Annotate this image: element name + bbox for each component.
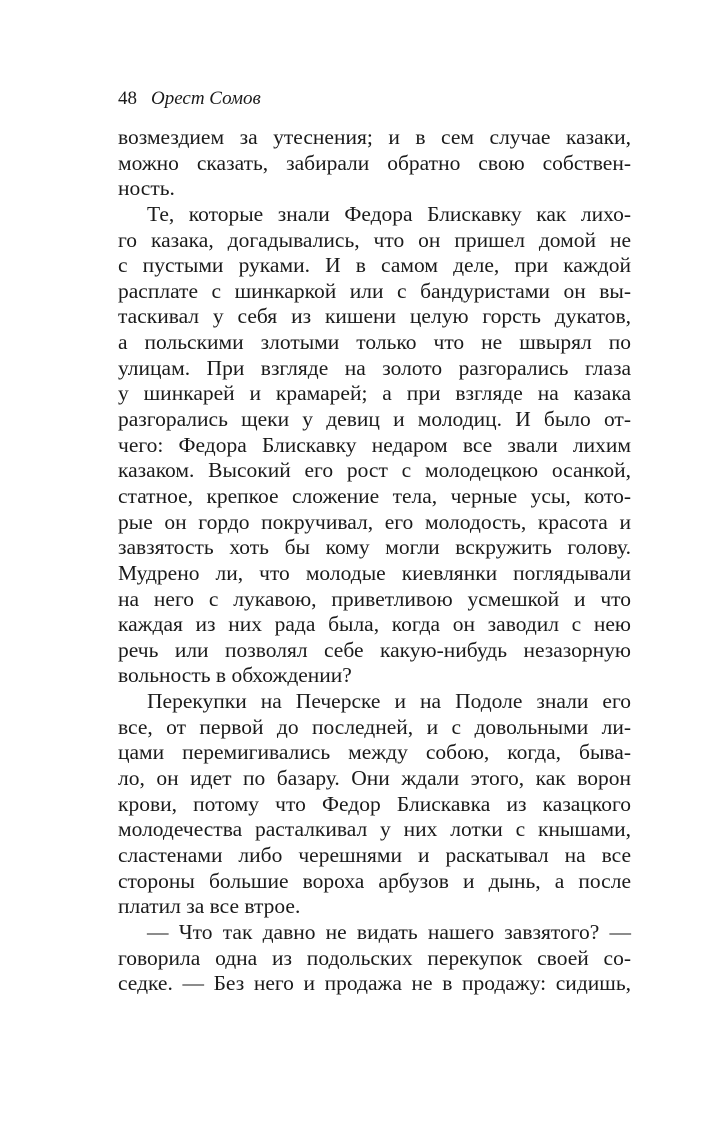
text-line: таскивал у себя из кишени целую горсть дукатов, [118,304,631,329]
text-line: говорила одна из подольских перекупок своей со- [118,945,631,970]
text-line: молодечества расталкивал у них лотки с кнышами, [118,817,631,842]
text-line: речь или позволял себе какую-нибудь незазорную [118,637,631,662]
text-line: седке. — Без него и продажа не в продажу: сидишь, [118,971,631,996]
text-line: рые он гордо покручивал, его молодость, красота и [118,509,631,534]
text-line: го казака, догадывались, что он пришел домой не [118,227,631,252]
text-line: крови, потому что Федор Блискавка из казацкого [118,791,631,816]
text-line: стороны большие вороха арбузов и дынь, а после [118,868,631,893]
text-line: на него с лукавою, приветливою усмешкой и что [118,586,631,611]
running-head-author: Орест Сомов [151,88,261,109]
text-line: ность. [118,176,175,201]
text-line: завзятость хоть бы кому могли вскружить голову. [118,535,631,560]
text-line: — Что так давно не видать нашего завзятого? — [147,919,631,944]
page-number: 48 [118,88,137,109]
text-line: можно сказать, забирали обратно свою собствен- [118,150,631,175]
text-line: ло, он идет по базару. Они ждали этого, как ворон [118,766,631,791]
text-line: чего: Федора Блискавку недаром все звали лихим [118,432,631,457]
text-line: Те, которые знали Федора Блискавку как лихо- [147,201,631,226]
text-line: статное, крепкое сложение тела, черные усы, кото- [118,483,631,508]
text-line: разгорались щеки у девиц и молодиц. И было от- [118,407,631,432]
text-line: а польскими злотыми только что не швырял по [118,330,631,355]
text-line: все, от первой до последней, и с довольными ли- [118,714,631,739]
text-line: вольность в обхождении? [118,663,352,688]
text-line: платил за все втрое. [118,894,301,919]
text-line: Перекупки на Печерске и на Подоле знали его [147,689,631,714]
running-head [118,86,261,111]
text-line: с пустыми руками. И в самом деле, при каждой [118,253,631,278]
text-line: каждая из них рада была, когда он заводил с нею [118,612,631,637]
text-line: возмездием за утеснения; и в сем случае казаки, [118,125,631,149]
text-line: у шинкарей и крамарей; а при взгляде на казака [118,381,631,406]
text-line: расплате с шинкаркой или с бандуристами он вы- [118,278,631,303]
text-line: улицам. При взгляде на золото разгорались глаза [118,355,631,380]
text-line: казаком. Высокий его рост с молодецкою осанкой, [118,458,631,483]
text-line: цами перемигивались между собою, когда, быва- [118,740,631,765]
body-text [118,125,631,997]
text-line: сластенами либо черешнями и раскатывал на все [118,842,631,867]
text-line: Мудрено ли, что молодые киевлянки поглядывали [118,560,631,585]
